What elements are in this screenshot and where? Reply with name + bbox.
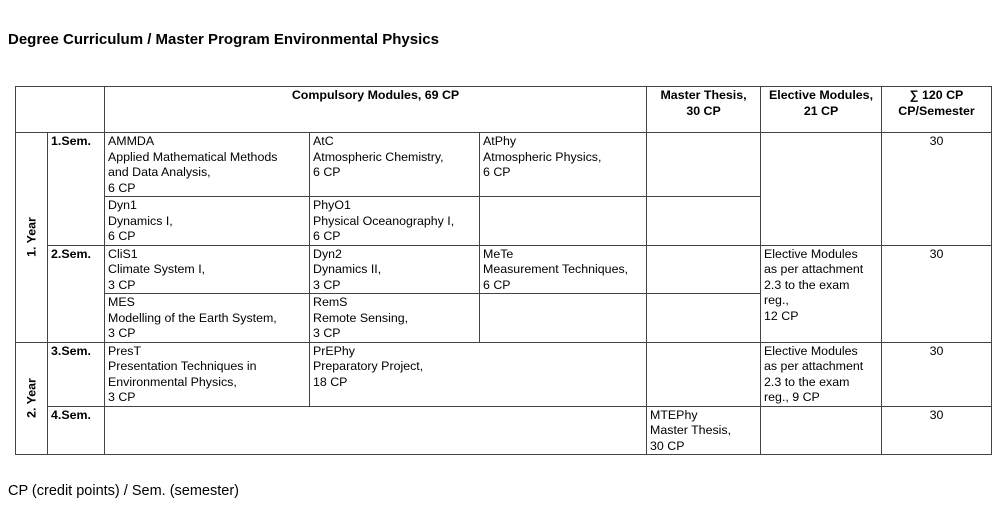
sem4-row <box>16 406 992 455</box>
total-sem-2: 30 <box>882 245 992 342</box>
elective-sem1 <box>761 133 882 246</box>
thesis-sem1-b <box>647 197 761 246</box>
module-prest <box>105 342 310 406</box>
elective-sem4 <box>761 406 882 455</box>
sem-3-label: 3.Sem. <box>48 342 105 406</box>
footnote: CP (credit points) / Sem. (semester) <box>8 483 239 499</box>
module-text-line: 6 CP <box>483 277 511 292</box>
module-text-line: AtPhy <box>483 134 517 148</box>
sem-1-label: 1.Sem. <box>48 133 105 246</box>
module-phyo1 <box>310 197 480 246</box>
module-text-line: PresT <box>108 343 142 358</box>
total-sem-3: 30 <box>882 342 992 406</box>
header-thesis <box>647 87 761 133</box>
module-text-line: 3 CP <box>108 326 136 340</box>
module-text-line: 6 CP <box>108 229 136 243</box>
elective-sem2 <box>761 245 882 342</box>
module-prephy <box>310 342 647 406</box>
module-text-line: Master Thesis, <box>650 423 732 437</box>
thesis-sem3 <box>647 342 761 406</box>
module-text-line: MES <box>108 295 135 309</box>
module-text-line: Elective Modules <box>764 343 858 358</box>
empty-sem4-compulsory <box>105 406 647 455</box>
module-text-line: AtC <box>313 134 334 148</box>
header-total-line1: ∑ 120 CP <box>909 88 964 102</box>
header-thesis-line1: Master Thesis, <box>660 88 747 102</box>
module-text-line: Dyn2 <box>313 246 342 261</box>
module-text-line: Applied Mathematical Methods <box>108 149 278 164</box>
header-elective-line2: 21 CP <box>803 103 839 118</box>
header-thesis-line2: 30 CP <box>686 103 721 118</box>
module-ammda <box>105 133 310 197</box>
header-compulsory-label: Compulsory Modules, 69 CP <box>291 88 460 102</box>
module-text-line: Dyn1 <box>108 198 137 212</box>
header-elective-line1: Elective Modules, <box>769 88 874 102</box>
sem-2-label: 2.Sem. <box>48 245 105 342</box>
module-dyn1 <box>105 197 310 246</box>
module-rems <box>310 294 480 343</box>
module-text-line: 6 CP <box>313 229 341 243</box>
module-text-line: Environmental Physics, <box>108 374 237 389</box>
module-text-line: 3 CP <box>108 277 136 292</box>
total-sem-4: 30 <box>882 406 992 455</box>
sem-4-label: 4.Sem. <box>48 406 105 455</box>
module-text-line: Presentation Techniques in <box>108 359 257 373</box>
elective-sem3 <box>761 342 882 406</box>
page-title: Degree Curriculum / Master Program Environmental Physics <box>8 31 439 48</box>
module-mes <box>105 294 310 343</box>
module-text-line: as per attachment <box>764 359 864 373</box>
module-clis1 <box>105 245 310 294</box>
module-text-line: 18 CP <box>313 374 348 389</box>
header-total-line2: CP/Semester <box>898 103 975 118</box>
module-text-line: 12 CP <box>764 308 799 323</box>
module-text-line: as per attachment <box>764 262 864 276</box>
module-text-line: Dynamics I, <box>108 213 173 228</box>
module-text-line: Remote Sensing, <box>313 310 409 325</box>
header-compulsory <box>105 87 647 133</box>
module-text-line: 6 CP <box>483 165 511 179</box>
header-elective <box>761 87 882 133</box>
module-text-line: 6 CP <box>108 180 136 195</box>
module-text-line: AMMDA <box>108 134 155 148</box>
module-text-line: MTEPhy <box>650 407 698 422</box>
total-sem-1: 30 <box>882 133 992 246</box>
curriculum-table <box>15 86 992 455</box>
module-text-line: Modelling of the Earth System, <box>108 310 277 325</box>
thesis-sem2-a <box>647 245 761 294</box>
module-text-line: Dynamics II, <box>313 262 382 276</box>
module-text-line: 2.3 to the exam <box>764 374 850 389</box>
thesis-sem2-b <box>647 294 761 343</box>
year-1-label: 1. Year <box>23 217 38 258</box>
header-empty-cell <box>16 87 105 133</box>
year-2-cell <box>16 342 48 455</box>
module-text-line: reg., 9 CP <box>764 390 820 404</box>
module-text-line: Elective Modules <box>764 246 858 261</box>
module-text-line: MeTe <box>483 246 514 261</box>
module-text-line: CliS1 <box>108 246 138 261</box>
module-text-line: Preparatory Project, <box>313 359 424 373</box>
module-text-line: Physical Oceanography I, <box>313 213 455 228</box>
empty-sem1-b <box>480 197 647 246</box>
module-mtephy <box>647 406 761 455</box>
sem1-row-a <box>16 133 992 197</box>
module-text-line: Measurement Techniques, <box>483 262 629 276</box>
module-text-line: Climate System I, <box>108 262 206 276</box>
header-total <box>882 87 992 133</box>
year-2-label: 2. Year <box>23 378 38 419</box>
module-mete <box>480 245 647 294</box>
module-text-line: RemS <box>313 295 348 309</box>
module-text-line: 3 CP <box>313 277 341 292</box>
module-text-line: 2.3 to the exam <box>764 277 850 292</box>
module-dyn2 <box>310 245 480 294</box>
header-row <box>16 87 992 133</box>
module-text-line: and Data Analysis, <box>108 165 211 179</box>
empty-sem2-b <box>480 294 647 343</box>
module-text-line: PrEPhy <box>313 343 356 358</box>
module-text-line: Atmospheric Chemistry, <box>313 149 444 164</box>
module-text-line: 6 CP <box>313 165 341 179</box>
module-text-line: PhyO1 <box>313 198 351 212</box>
module-text-line: 30 CP <box>650 438 685 453</box>
module-atphy <box>480 133 647 197</box>
module-text-line: reg., <box>764 293 789 307</box>
sem2-row-a <box>16 245 992 294</box>
sem3-row <box>16 342 992 406</box>
year-1-cell <box>16 133 48 343</box>
module-text-line: 3 CP <box>313 326 341 340</box>
module-text-line: Atmospheric Physics, <box>483 149 602 164</box>
module-text-line: 3 CP <box>108 390 136 404</box>
thesis-sem1-a <box>647 133 761 197</box>
module-atc <box>310 133 480 197</box>
